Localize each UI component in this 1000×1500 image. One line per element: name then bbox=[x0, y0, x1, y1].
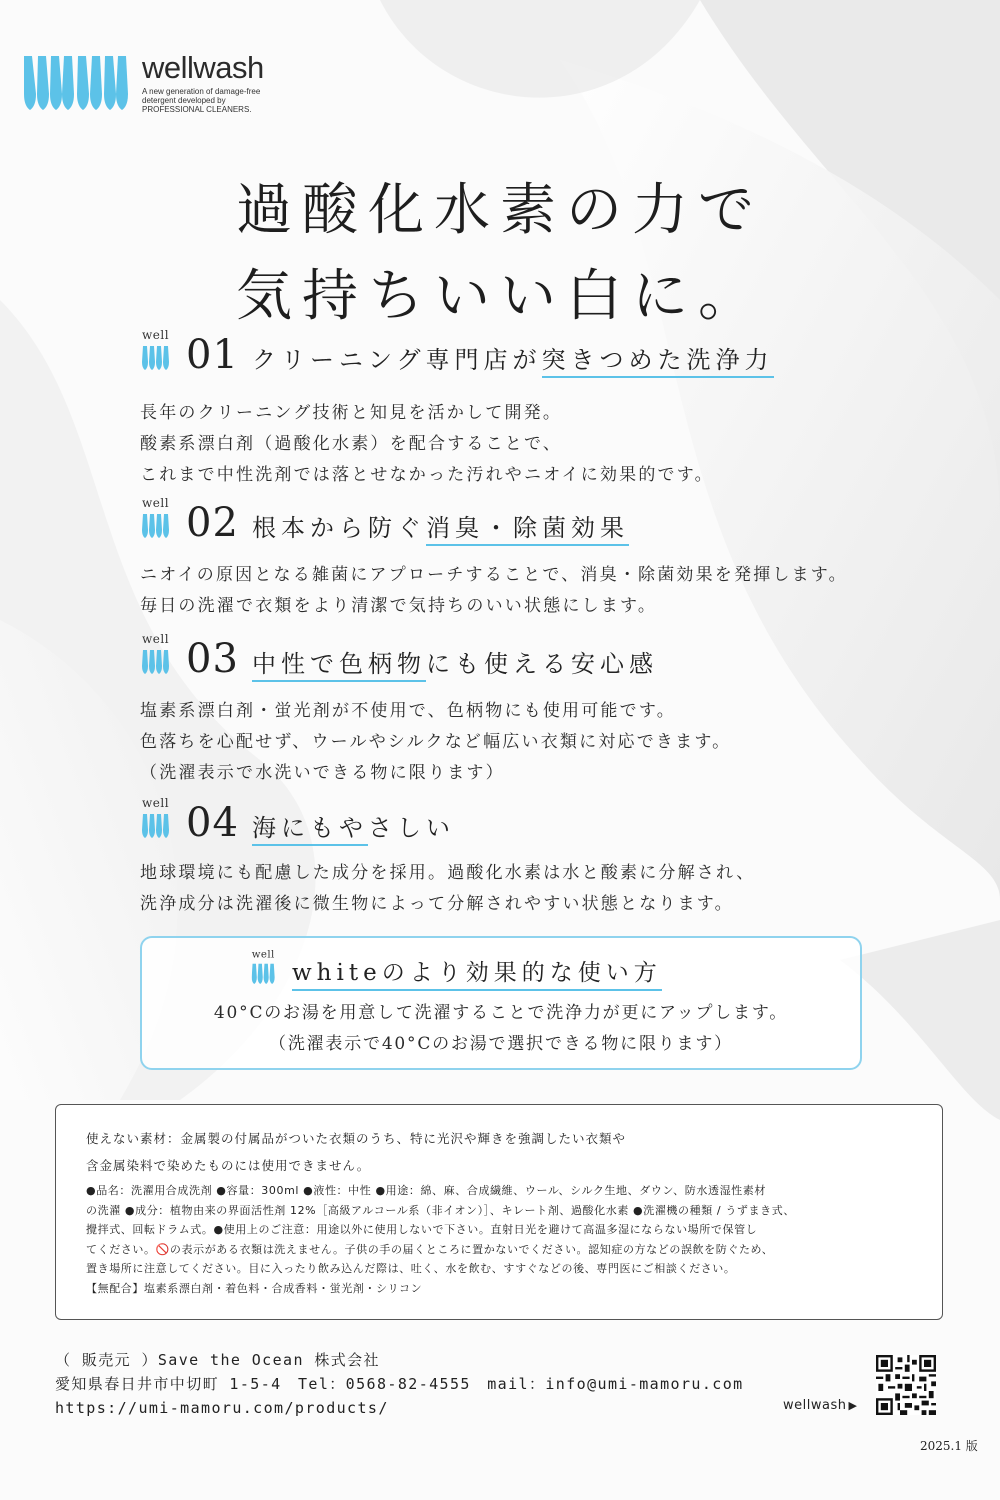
feature-section-04 bbox=[140, 798, 940, 920]
section-body: 長年のクリーニング技術と知見を活かして開発。 酸素系漂白剤（過酸化水素）を配合することで、 これまで中性洗剤では落とせなかった汚れやニオイに効果的です。 bbox=[140, 403, 714, 485]
seller-url[interactable]: https://umi-mamoru.com/products/ bbox=[55, 1399, 389, 1417]
section-number: 04 bbox=[186, 800, 239, 846]
brand-tagline: A new generation of damage-free detergent developed by PROFESSIONAL CLEANERS. bbox=[142, 87, 261, 114]
well-mini-logo-icon: well bbox=[140, 498, 176, 548]
product-specifications: ●品名：洗濯用合成洗剤 ●容量：300ml ●液性：中性 ●用途：綿、麻、合成繊維、ウール、シルク生地、ダウン、防水透湿性素材 の洗濯 ●成分：植物由来の界面活性剤 12%［高級アルコール系（非イオン）］、キレート剤、過酸化水素 ●洗濯機の種類 / うずまき式、 攪拌式、回転ドラム式。●使用上のご注意：用途以外に使用しないで下さい。直射日光を避けて高温多湿にならない場所で保管し てください。🚫の表示がある衣類は洗えません。子供の手の届くところに置かないでください。認知症の方などの誤飲を防ぐため、 置き場所に注意してください。目に入ったり飲み込んだ際は、吐く、水を飲む、すすぐなどの後、専門医にご相談ください。 【無配合】塩素系漂白剤・着色料・合成香料・蛍光剤・シリコン bbox=[86, 1184, 795, 1295]
play-arrow-icon: ▶ bbox=[848, 1399, 858, 1412]
wellwash-logo-mark-icon bbox=[22, 54, 132, 114]
section-title: 海にもやさしい bbox=[252, 808, 455, 843]
section-title: 根本から防ぐ消臭・除菌効果 bbox=[252, 508, 629, 543]
headline-line-2: 気持ちいい白に。 bbox=[236, 264, 764, 329]
section-number: 01 bbox=[186, 332, 239, 378]
section-body: 塩素系漂白剤・蛍光剤が不使用で、色柄物にも使用可能です。 色落ちを心配せず、ウールやシルクなど幅広い衣類に対応できます。 （洗濯表示で水洗いできる物に限ります） bbox=[140, 701, 732, 783]
well-mini-logo-icon: well bbox=[140, 634, 176, 684]
tip-title: whiteのより効果的な使い方 bbox=[292, 954, 662, 991]
section-title: クリーニング専門店が突きつめた洗浄力 bbox=[252, 340, 774, 375]
well-mini-logo-icon: well bbox=[250, 950, 281, 993]
brand-logo bbox=[22, 50, 262, 120]
section-number: 02 bbox=[186, 500, 239, 546]
qr-product-link[interactable]: wellwash ▶ bbox=[783, 1398, 858, 1413]
headline-line-1: 過酸化水素の力で bbox=[236, 178, 764, 243]
brand-name: wellwash bbox=[142, 50, 264, 85]
section-title: 中性で色柄物にも使える安心感 bbox=[252, 644, 658, 679]
usage-tip-box bbox=[140, 936, 862, 1070]
well-mini-logo-icon: well bbox=[140, 330, 176, 380]
section-number: 03 bbox=[186, 636, 239, 682]
section-body: 地球環境にも配慮した成分を採用。過酸化水素は水と酸素に分解され、 洗浄成分は洗濯後に微生物によって分解されやすい状態となります。 bbox=[140, 863, 756, 914]
feature-section-02 bbox=[140, 498, 940, 622]
edition-label: 2025.1 版 bbox=[920, 1439, 978, 1453]
seller-info bbox=[55, 1348, 744, 1420]
unusable-materials-warning: 使えない素材：金属製の付属品がついた衣類のうち、特に光沢や輝きを強調したい衣類や 含金属染料で染めたものには使用できません。 bbox=[86, 1131, 627, 1173]
feature-section-03 bbox=[140, 634, 940, 789]
section-body: ニオイの原因となる雑菌にアプローチすることで、消臭・除菌効果を発揮します。 毎日の洗濯で衣類をより清潔で気持ちのいい状態にします。 bbox=[140, 565, 848, 616]
well-mini-logo-icon: well bbox=[140, 798, 176, 848]
seller-address: 愛知県春日井市中切町 1-5-4 Tel：0568-82-4555 mail：info@umi-mamoru.com bbox=[55, 1375, 744, 1393]
feature-section-01 bbox=[140, 330, 940, 491]
qr-code-icon[interactable] bbox=[876, 1355, 936, 1415]
product-notice-box bbox=[55, 1104, 943, 1320]
headline bbox=[0, 168, 1000, 340]
tip-body: 40°Cのお湯を用意して洗濯することで洗浄力が更にアップします。 （洗濯表示で40°Cのお湯で選択できる物に限ります） bbox=[213, 1003, 789, 1054]
seller-name: （ 販売元 ）Save the Ocean 株式会社 bbox=[55, 1351, 380, 1369]
